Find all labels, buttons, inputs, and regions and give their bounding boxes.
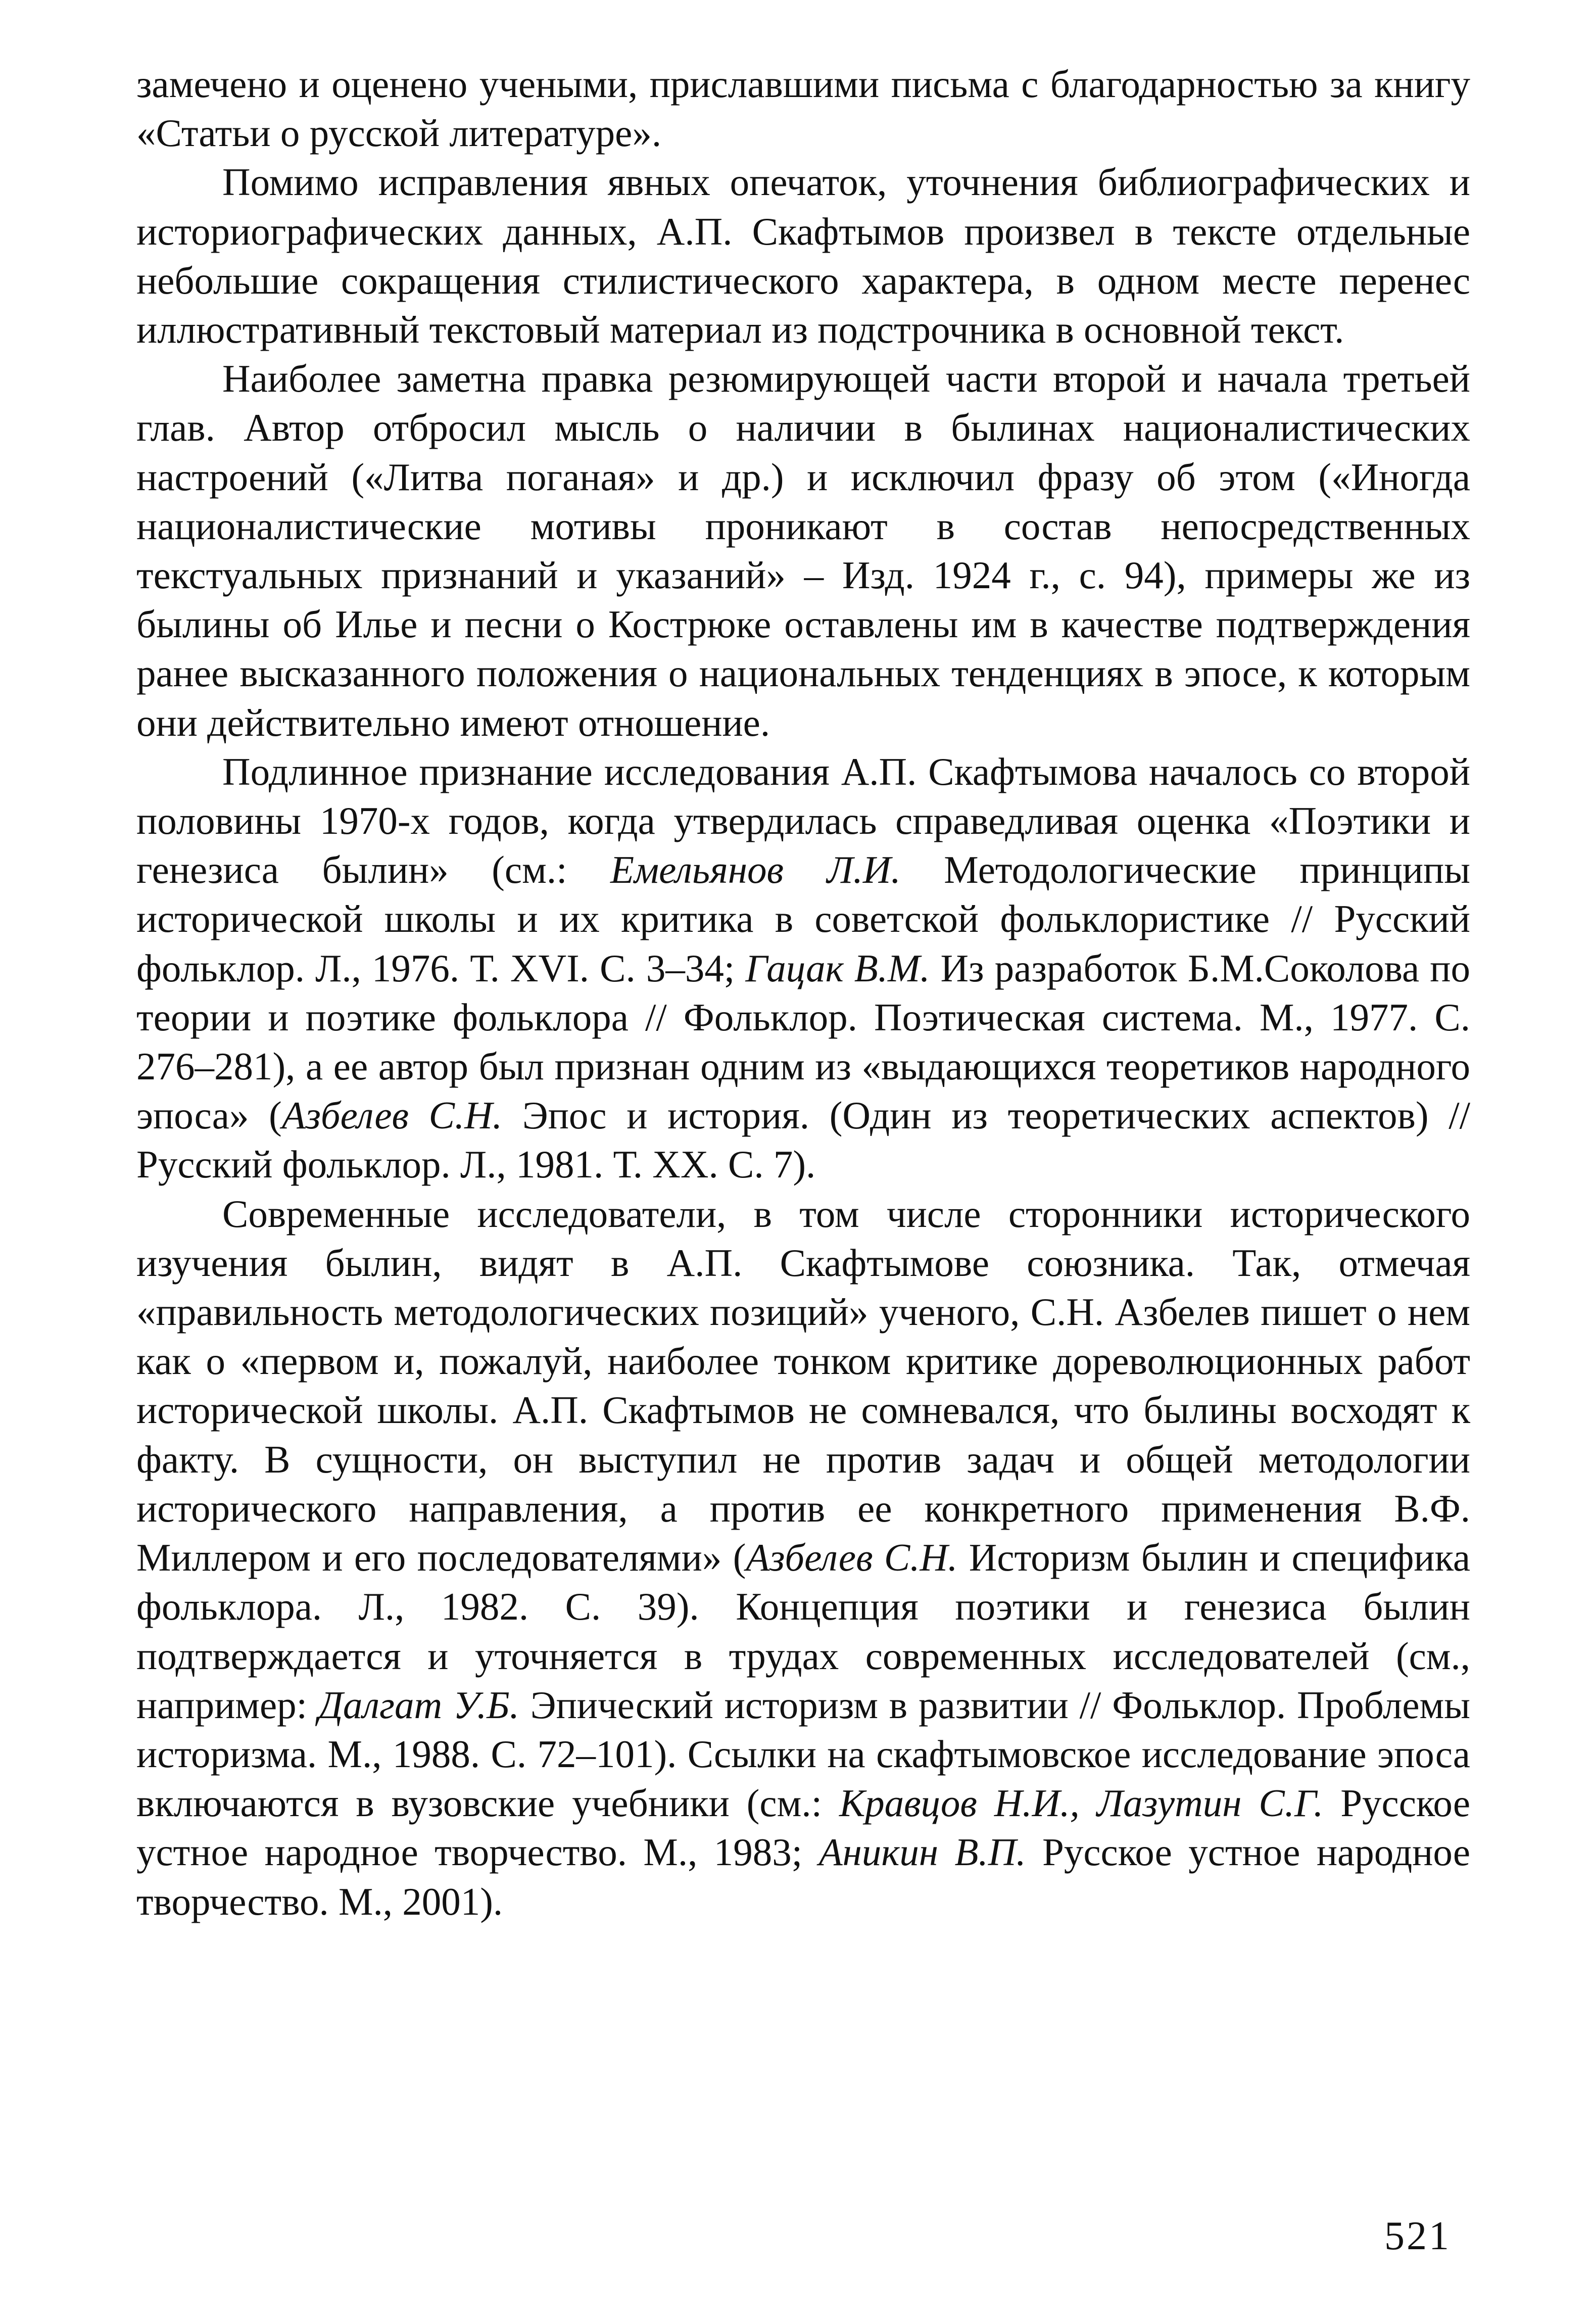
text-segment: Из разработок Б.М.Соколова по теории и поэтике фольклора // Фольклор. Поэтическая система. М., 1977. С. 276–281), а ее автор был признан одним из «выдающихся теоретиков народного эпоса» ( — [136, 946, 1470, 1137]
citation-author: Далгат У.Б. — [318, 1683, 519, 1727]
page-body — [136, 60, 1470, 1926]
paragraph — [136, 158, 1470, 354]
citation-author: Кравцов Н.И., Лазутин С.Г. — [839, 1781, 1324, 1825]
text-segment: Методологические принципы исторической школы и их критика в советской фольклористике // Русский фольклор. Л., 1976. Т. XVI. С. 3–34; — [136, 848, 1470, 990]
paragraph — [136, 60, 1470, 158]
citation-author: Емельянов Л.И. — [610, 848, 901, 892]
citation-author: Аникин В.П. — [818, 1830, 1026, 1874]
text-segment: Русское устное народное творчество. М., 1983; — [136, 1781, 1470, 1874]
paragraph — [136, 747, 1470, 1190]
text-segment: замечено и оценено учеными, приславшими письма с благодарностью за книгу «Статьи о русской литературе». — [136, 62, 1470, 155]
citation-author: Азбелев С.Н. — [746, 1536, 958, 1580]
text-segment: Эпос и история. (Один из теоретических аспектов) // Русский фольклор. Л., 1981. Т. XX. С. 7). — [136, 1094, 1471, 1187]
text-segment: Эпический историзм в развитии // Фольклор. Проблемы историзма. М., 1988. С. 72–101). Ссылки на скафтымовское исследование эпоса включаются в вузовские учебники (см.: — [136, 1683, 1470, 1825]
text-segment: Помимо исправления явных опечаток, уточнения библиографических и историографических данных, А.П. Скафтымов произвел в тексте отдельные небольшие сокращения стилистического характера, в одном месте перенес иллюстративный текстовый материал из подстрочника в основной текст. — [136, 160, 1470, 352]
text-segment: Русское устное народное творчество. М., 2001). — [136, 1830, 1471, 1923]
paragraph — [136, 354, 1470, 747]
text-segment: Современные исследователи, в том числе сторонники исторического изучения былин, видят в А.П. Скафтымове союзника. Так, отмечая «правильность методологических позиций» ученого, С.Н. Азбелев пишет о нем как о «первом и, пожалуй, наиболее тонком критике дореволюционных работ исторической школы. А.П. Скафтымов не сомневался, что былины восходят к факту. В сущности, он выступил не против задач и общей методологии исторического направления, а против ее конкретного применения В.Ф. Миллером и его последователями» ( — [136, 1192, 1470, 1580]
text-segment: Историзм былин и специфика фольклора. Л., 1982. С. 39). Концепция поэтики и генезиса былин подтверждается и уточняется в трудах современных исследователей (см., например: — [136, 1536, 1470, 1727]
text-segment: Подлинное признание исследования А.П. Скафтымова началось со второй половины 1970-х годов, когда утвердилась справедливая оценка «Поэтики и генезиса былин» (см.: — [136, 749, 1470, 892]
text-segment: Наиболее заметна правка резюмирующей части второй и начала третьей глав. Автор отбросил мысль о наличии в былинах националистических настроений («Литва поганая» и др.) и исключил фразу об этом («Иногда националистические мотивы проникают в состав непосредственных текстуальных признаний и указаний» – Изд. 1924 г., с. 94), примеры же из былины об Илье и песни о Кострюке оставлены им в качестве подтверждения ранее высказанного положения о национальных тенденциях в эпосе, к которым они действительно имеют отношение. — [136, 357, 1470, 744]
paragraph — [136, 1190, 1470, 1926]
citation-author: Азбелев С.Н. — [281, 1094, 503, 1137]
citation-author: Гацак В.М. — [745, 946, 930, 990]
page-number: 521 — [1384, 2214, 1451, 2258]
